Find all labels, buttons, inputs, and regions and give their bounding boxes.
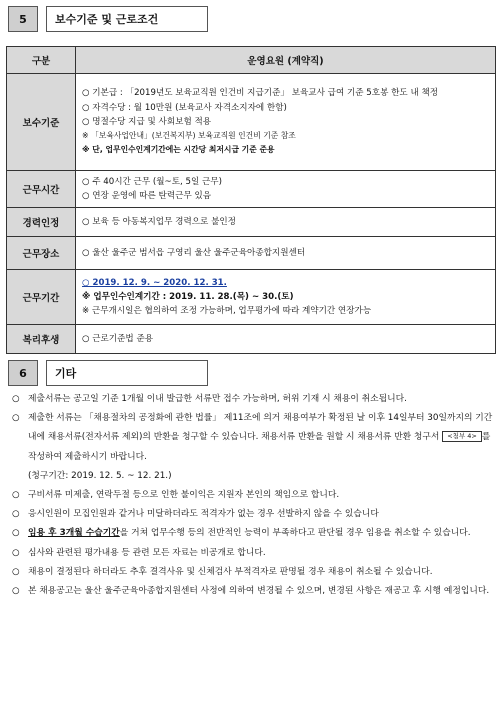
list-item: ○ 심사와 관련된 평가내용 등 관련 모든 자료는 비공개로 합니다.: [12, 544, 498, 563]
probation-highlight: 임용 후 3개월 수습기간: [28, 528, 120, 539]
row-value-period: [76, 270, 496, 325]
list-item: ○ 제출서류는 공고일 기준 1개월 이내 발급한 서류만 접수 가능하며, 허위 기재 시 채용이 취소됩니다.: [12, 390, 498, 409]
bullet-icon: ○: [12, 394, 20, 404]
pay-note-1: ※ 「보육사업안내」(보건복지부) 보육교직원 인건비 기준 참조: [82, 131, 296, 141]
pay-note-2: ※ 단, 업무인수인계기간에는 시간당 최저시급 기준 준용: [82, 145, 275, 155]
header-position: 운영요원 (계약직): [76, 47, 496, 74]
list-item: ○ 구비서류 미제출, 연락두절 등으로 인한 불이익은 지원자 본인의 책임으로 합니다.: [12, 486, 498, 505]
row-value-hours: [76, 171, 496, 208]
claim-period-note: (청구기간: 2019. 12. 5. ~ 12. 21.): [28, 470, 172, 481]
list-item: ○ 본 채용공고는 울산 울주군육아종합지원센터 사정에 의하여 변경될 수 있으며, 변경된 사항은 재공고 후 시행 예정입니다.: [12, 582, 498, 601]
section-title: 기타: [46, 360, 208, 386]
row-value-career: ○ 보육 등 아동복지업무 경력으로 불인정: [76, 208, 496, 237]
pay-base: ○ 기본급 : 「2019년도 보육교직원 인건비 지급기준」 보육교사 급여 기준 5호봉 한도 내 책정: [82, 88, 439, 99]
pay-holiday: ○ 명절수당 지급 및 사회보험 적용: [82, 116, 212, 127]
bullet-icon: ○: [12, 490, 20, 501]
period-note: ※ 근무개시일은 협의하여 조정 가능하며, 업무평가에 따라 계약기간 연장가능: [82, 306, 372, 317]
list-item: ○ 제출한 서류는 「채용절차의 공정화에 관한 법률」 제11조에 의거 채용여부가 확정된 날 이후 14일부터 30일까지의 기간 내에 채용서류(전자서류 제외)의 반환을 청구할 수 있습니다. 채용서류 반환을 원할 시 채용서류 반환 청구서 <첨부 4> 를 작성하여 제출하시기 바랍니다.: [12, 409, 498, 467]
table-row: [7, 237, 496, 270]
bullet-icon: ○: [12, 528, 20, 539]
hours-2: ○ 연장 운영에 따른 탄력근무 있음: [82, 191, 212, 201]
bullet-icon: ○: [12, 566, 20, 577]
table-row: [7, 74, 496, 171]
row-value-pay: [76, 74, 496, 171]
row-label-welfare: 복리후생: [7, 325, 76, 354]
list-item: ○ 임용 후 3개월 수습기간을 거쳐 업무수행 등의 전반적인 능력이 부족하다고 판단될 경우 임용을 취소할 수 있습니다.: [12, 524, 498, 543]
bullet-icon: ○: [12, 547, 20, 558]
table-row: [7, 171, 496, 208]
section-6-header: [8, 360, 208, 386]
table-row: [7, 325, 496, 354]
section-number: 5: [8, 6, 38, 32]
period-handover: ※ 업무인수인계기간 : 2019. 11. 28.(목) ~ 30.(토): [82, 291, 294, 302]
row-label-career: 경력인정: [7, 208, 76, 237]
pay-conditions-table: [6, 46, 496, 354]
pay-license: ○ 자격수당 : 월 10만원 (보육교사 자격소지자에 한함): [82, 102, 287, 113]
section-title: 보수기준 및 근로조건: [46, 6, 208, 32]
hours-1: ○ 주 40시간 근무 (월~토, 5일 근무): [82, 176, 222, 187]
list-item: ○ 채용이 결정된다 하더라도 추후 결격사유 및 신체검사 부적격자로 판명될 경우 채용이 취소될 수 있습니다.: [12, 563, 498, 582]
other-notes-list: [12, 390, 498, 601]
row-value-welfare: ○ 근로기준법 준용: [76, 325, 496, 354]
row-label-place: 근무장소: [7, 237, 76, 270]
table-row: [7, 208, 496, 237]
section-number: 6: [8, 360, 38, 386]
section-5-header: [8, 6, 208, 32]
attachment-tag: <첨부 4>: [442, 431, 482, 442]
row-label-hours: 근무시간: [7, 171, 76, 208]
table-row: [7, 270, 496, 325]
table-header-row: [7, 47, 496, 74]
bullet-icon: ○: [12, 586, 20, 597]
row-label-pay: 보수기준: [7, 74, 76, 171]
period-dates: ○ 2019. 12. 9. ~ 2020. 12. 31.: [82, 277, 227, 288]
row-value-place: ○ 울산 울주군 범서읍 구영리 울산 울주군육아종합지원센터: [76, 237, 496, 270]
bullet-icon: ○: [12, 509, 20, 520]
row-label-period: 근무기간: [7, 270, 76, 325]
header-category: 구분: [7, 47, 76, 74]
list-item: ○ 응시인원이 모집인원과 같거나 미달하더라도 적격자가 없는 경우 선발하지 않을 수 있습니다: [12, 505, 498, 524]
bullet-icon: ○: [12, 413, 20, 424]
